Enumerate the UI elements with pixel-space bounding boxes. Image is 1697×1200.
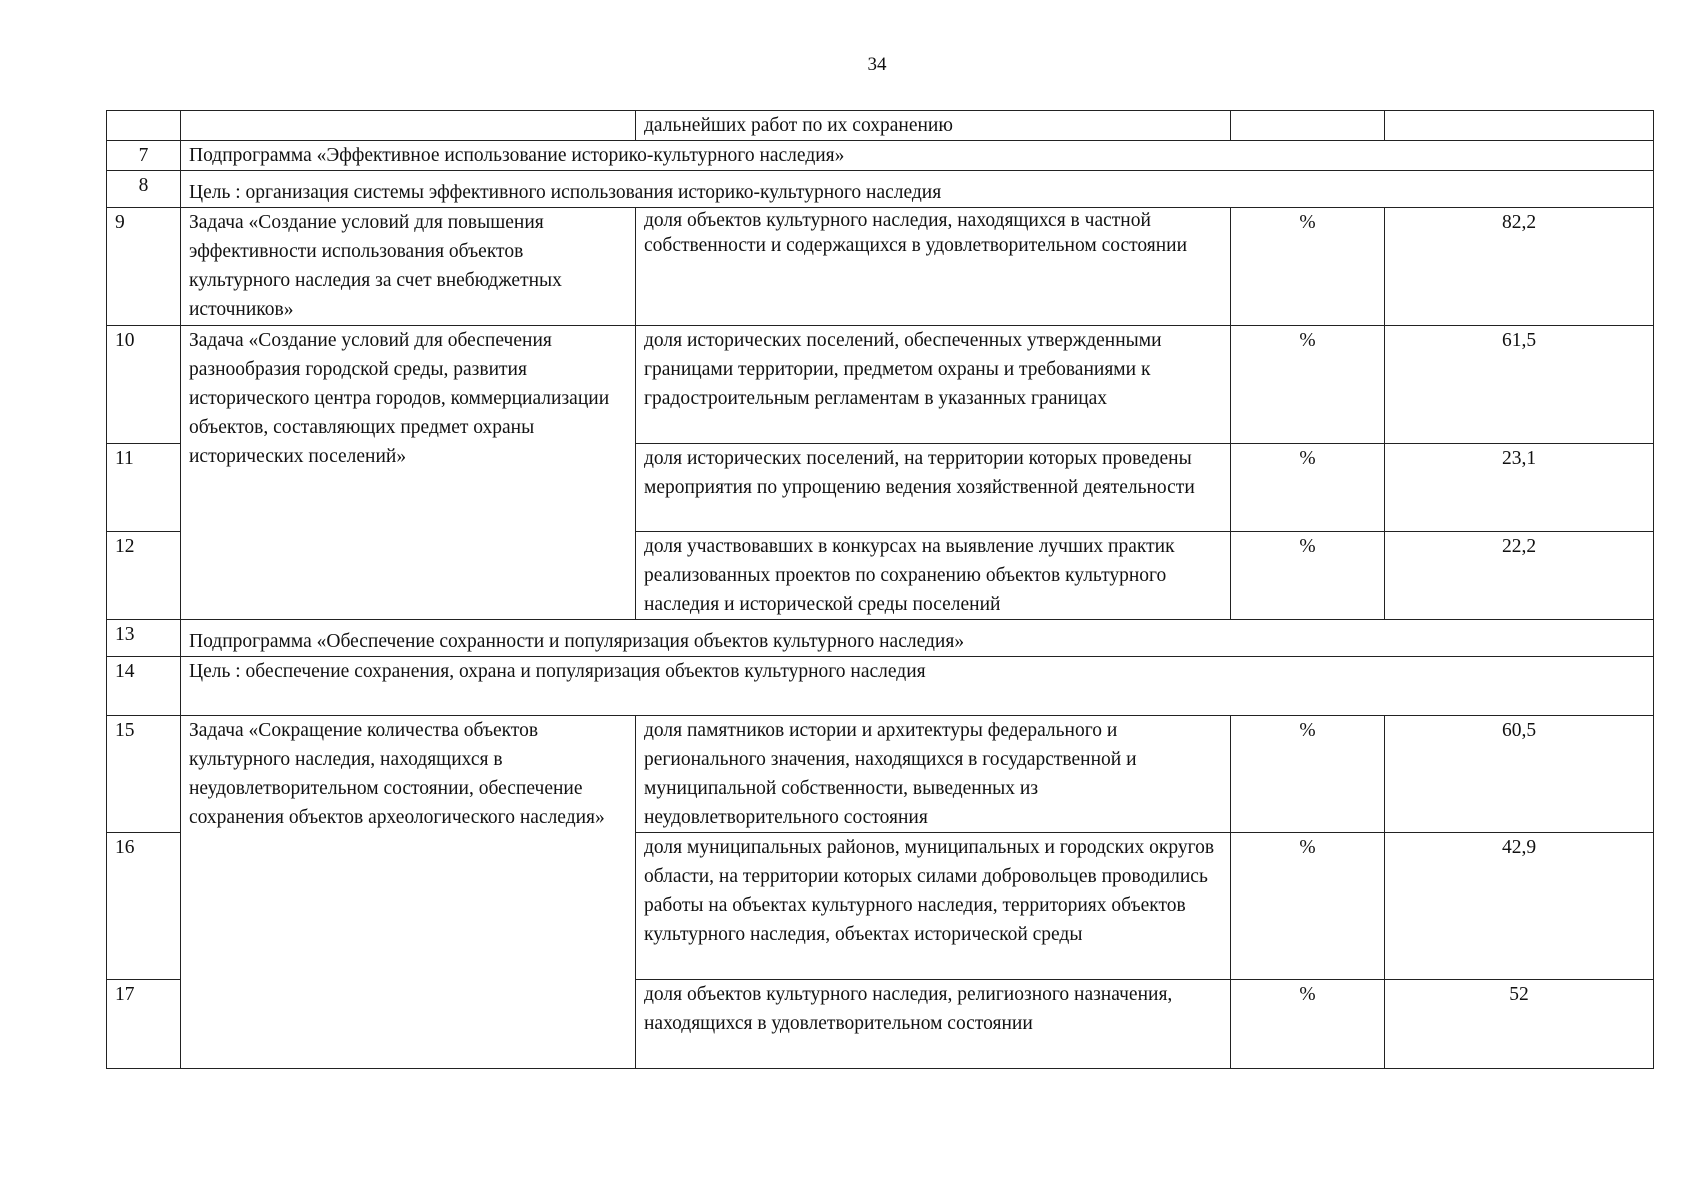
unit-cell: % [1231, 833, 1385, 980]
task-cell: Задача «Создание условий для обеспечения разнообразия городской среды, развития исторического центра городов, коммерциализации объектов, составляющих предмет охраны исторических поселений» [181, 326, 636, 620]
row-number-cell: 16 [107, 833, 181, 980]
subprogram-title-cell: Подпрограмма «Эффективное использование историко-культурного наследия» [181, 141, 1654, 171]
row-number-cell [107, 111, 181, 141]
row-number-cell: 12 [107, 532, 181, 620]
row-number-cell: 9 [107, 208, 181, 326]
row-number-cell: 17 [107, 980, 181, 1069]
table-row [107, 620, 1654, 657]
goal-cell: Цель : обеспечение сохранения, охрана и популяризация объектов культурного наследия [181, 657, 1654, 716]
page-number: 34 [867, 54, 887, 75]
row-number-cell: 14 [107, 657, 181, 716]
unit-cell [1231, 111, 1385, 141]
unit-cell: % [1231, 716, 1385, 833]
indicator-cell: доля объектов культурного наследия, находящихся в частной собственности и содержащихся в удовлетворительном состоянии [636, 208, 1231, 326]
task-cell: Задача «Сокращение количества объектов культурного наследия, находящихся в неудовлетворительном состоянии, обеспечение сохранения объектов археологического наследия» [181, 716, 636, 1069]
value-cell [1385, 111, 1654, 141]
value-cell: 42,9 [1385, 833, 1654, 980]
table-row [107, 657, 1654, 716]
unit-cell: % [1231, 444, 1385, 532]
row-number-cell: 7 [107, 141, 181, 171]
table-row [107, 141, 1654, 171]
value-cell: 60,5 [1385, 716, 1654, 833]
table-row [107, 326, 1654, 444]
table-row [107, 111, 1654, 141]
unit-cell: % [1231, 208, 1385, 326]
value-cell: 52 [1385, 980, 1654, 1069]
table-row [107, 716, 1654, 833]
unit-cell: % [1231, 980, 1385, 1069]
indicator-cell: доля памятников истории и архитектуры федерального и регионального значения, находящихся в государственной и муниципальной собственности, выведенных из неудовлетворительного состояния [636, 716, 1231, 833]
indicator-cell: доля исторических поселений, на территории которых проведены мероприятия по упрощению ведения хозяйственной деятельности [636, 444, 1231, 532]
task-cell: Задача «Создание условий для повышения эффективности использования объектов культурного наследия за счет внебюджетных источников» [181, 208, 636, 326]
row-number-cell: 15 [107, 716, 181, 833]
goal-cell: Цель : организация системы эффективного использования историко-культурного наследия [181, 171, 1654, 208]
indicator-cell: доля участвовавших в конкурсах на выявление лучших практик реализованных проектов по сохранению объектов культурного наследия и исторической среды поселений [636, 532, 1231, 620]
table-row [107, 208, 1654, 326]
value-cell: 23,1 [1385, 444, 1654, 532]
task-cell [181, 111, 636, 141]
unit-cell: % [1231, 532, 1385, 620]
row-number-cell: 13 [107, 620, 181, 657]
unit-cell: % [1231, 326, 1385, 444]
subprogram-title-cell: Подпрограмма «Обеспечение сохранности и популяризация объектов культурного наследия» [181, 620, 1654, 657]
indicators-table [106, 110, 1654, 1069]
table-row [107, 171, 1654, 208]
row-number-cell: 10 [107, 326, 181, 444]
value-cell: 22,2 [1385, 532, 1654, 620]
row-number-cell: 8 [107, 171, 181, 208]
indicator-cell: доля муниципальных районов, муниципальных и городских округов области, на территории которых силами добровольцев проводились работы на объектах культурного наследия, территориях объектов культурного наследия, объектах исторической среды [636, 833, 1231, 980]
indicator-cell: доля исторических поселений, обеспеченных утвержденными границами территории, предметом охраны и требованиями к градостроительным регламентам в указанных границах [636, 326, 1231, 444]
indicator-cell: дальнейших работ по их сохранению [636, 111, 1231, 141]
value-cell: 82,2 [1385, 208, 1654, 326]
indicator-cell: доля объектов культурного наследия, религиозного назначения, находящихся в удовлетворительном состоянии [636, 980, 1231, 1069]
row-number-cell: 11 [107, 444, 181, 532]
value-cell: 61,5 [1385, 326, 1654, 444]
